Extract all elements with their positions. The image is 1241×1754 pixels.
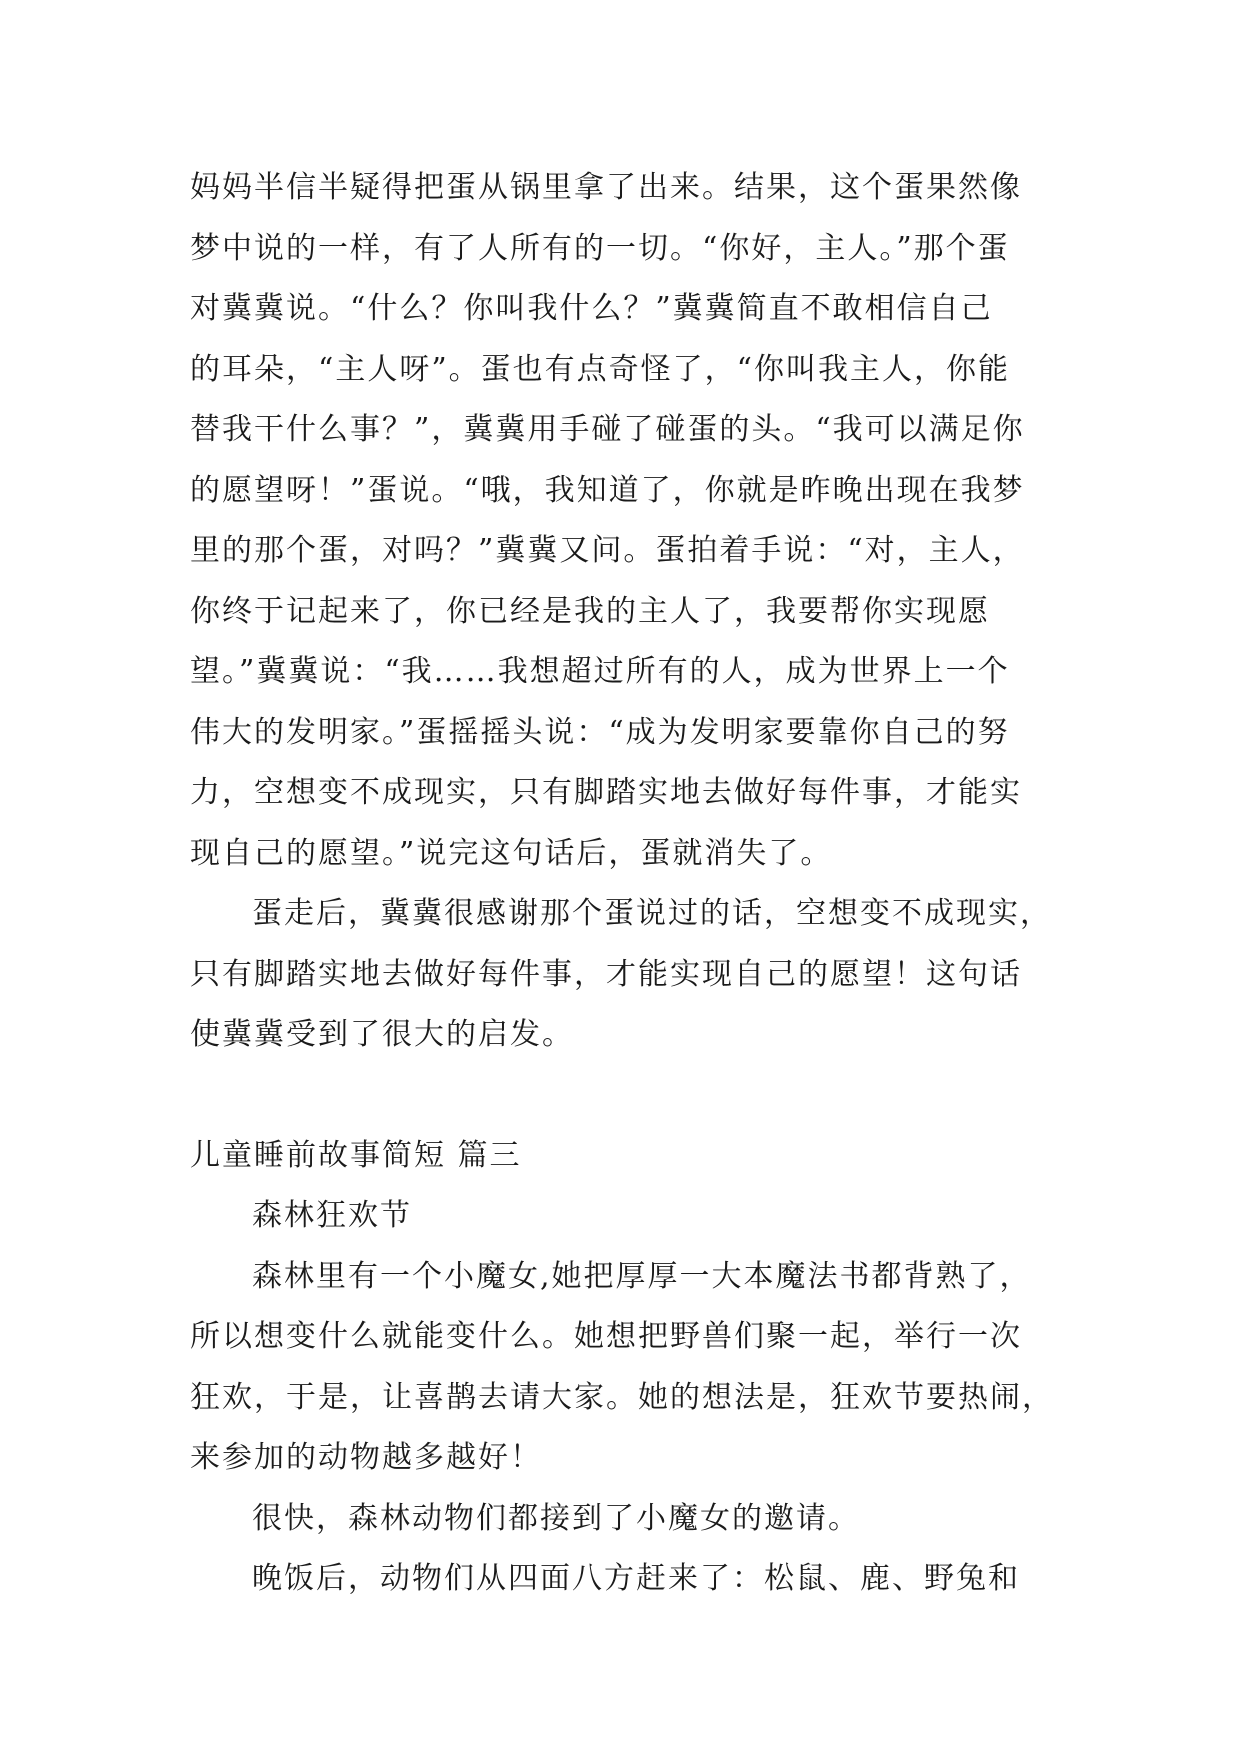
text-line: 的愿望呀！”蛋说。“哦，我知道了，你就是昨晚出现在我梦 <box>190 472 1025 508</box>
text-line: 使冀冀受到了很大的启发。 <box>190 1017 574 1052</box>
text-line: 所以想变什么就能变什么。她想把野兽们聚一起，举行一次 <box>190 1319 1022 1354</box>
text-line: 力，空想变不成现实，只有脚踏实地去做好每件事，才能实 <box>190 775 1022 810</box>
text-line: 狂欢，于是，让喜鹊去请大家。她的想法是，狂欢节要热闹， <box>190 1379 1054 1415</box>
text-line: 替我干什么事？”，冀冀用手碰了碰蛋的头。“我可以满足你 <box>190 412 1025 447</box>
text-line: 的耳朵，“主人呀”。蛋也有点奇怪了，“你叫我主人，你能 <box>190 351 1011 387</box>
story-paragraph-invitation <box>190 1489 1062 1550</box>
story-title: 森林狂欢节 <box>252 1198 412 1233</box>
text-line: 里的那个蛋，对吗？”冀冀又问。蛋拍着手说：“对，主人， <box>190 533 1025 568</box>
text-line: 现自己的愿望。”说完这句话后，蛋就消失了。 <box>190 835 833 871</box>
story-paragraph-intro <box>190 1247 1062 1489</box>
text-line: 只有脚踏实地去做好每件事，才能实现自己的愿望！这句话 <box>190 956 1022 992</box>
text-line: 晚饭后，动物们从四面八方赶来了：松鼠、鹿、野兔和 <box>252 1561 1020 1596</box>
text-line: 妈妈半信半疑得把蛋从锅里拿了出来。结果，这个蛋果然像 <box>190 170 1022 205</box>
text-line: 梦中说的一样，有了人所有的一切。“你好，主人。”那个蛋 <box>190 230 1010 266</box>
text-line: 对冀冀说。“什么？你叫我什么？”冀冀简直不敢相信自己 <box>190 291 993 326</box>
text-line: 你终于记起来了，你已经是我的主人了，我要帮你实现愿 <box>190 593 990 629</box>
text-line: 伟大的发明家。”蛋摇摇头说：“成为发明家要靠你自己的努 <box>190 714 1010 750</box>
document-body <box>190 158 1062 1610</box>
text-line: 森林里有一个小魔女,她把厚厚一大本魔法书都背熟了， <box>252 1258 1032 1294</box>
text-line: 很快，森林动物们都接到了小魔女的邀请。 <box>252 1500 860 1536</box>
text-line: 望。”冀冀说：“我……我想超过所有的人，成为世界上一个 <box>190 654 1010 689</box>
text-line: 来参加的动物越多越好！ <box>190 1440 542 1475</box>
section-heading: 儿童睡前故事简短 篇三 <box>190 1137 522 1173</box>
story-paragraph-dialogue <box>190 158 1062 884</box>
text-line: 蛋走后，冀冀很感谢那个蛋说过的话，空想变不成现实， <box>252 896 1052 931</box>
story-paragraph-arrival <box>190 1549 1062 1610</box>
story-paragraph-conclusion <box>190 884 1062 1066</box>
section-spacer <box>190 1066 1062 1126</box>
